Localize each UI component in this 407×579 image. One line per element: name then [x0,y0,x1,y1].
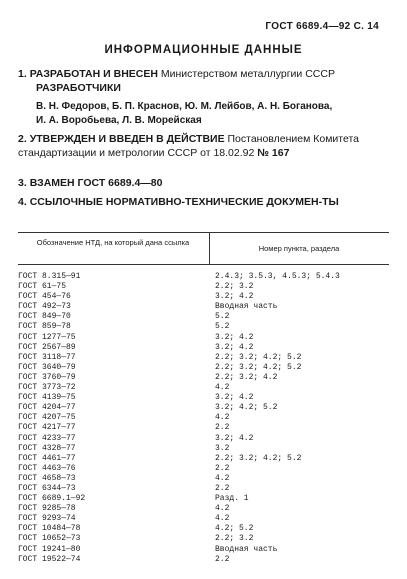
table-row [18,484,390,494]
table-top-rule [18,232,389,233]
clause-numbers: 2.2; 3.2 [215,282,254,292]
clause-numbers: 5.2 [215,312,230,322]
document-designation: ГОСТ 6689.1—92 [18,494,86,504]
document-designation: ГОСТ 19241—80 [18,544,81,554]
document-designation: ГОСТ 4328—77 [18,443,76,453]
table-header-document: Обозначение НТД, на который дана ссылка [36,238,190,247]
clause-numbers: 4.2; 5.2 [215,524,254,534]
reference-table-body [18,272,390,565]
table-row [18,272,390,282]
document-designation: ГОСТ 4233—77 [18,433,76,443]
document-designation: ГОСТ 4204—77 [18,403,76,413]
table-row [18,343,390,353]
table-row [18,514,390,524]
clause-numbers: 4.2 [215,413,230,423]
table-row [18,393,390,403]
clause-numbers: 2.2; 3.2; 4.2 [215,372,278,382]
authors-line-2: И. А. Воробьева, Л. В. Морейская [36,115,202,126]
clause-numbers: 2.4.3; 3.5.3, 4.5.3; 5.4.3 [215,272,340,281]
table-row [18,504,390,514]
section-4-number: 4. [18,196,27,208]
document-designation: ГОСТ 6344—73 [18,483,76,493]
clause-numbers: Вводная часть [215,302,278,312]
table-header-rule [18,264,389,265]
document-designation: ГОСТ 3118—77 [18,352,76,362]
document-designation: ГОСТ 10652—73 [18,534,81,544]
table-row [18,494,390,504]
table-row [18,464,390,474]
table-column-divider [209,232,210,264]
clause-numbers: 3.2; 4.2 [215,292,254,302]
clause-numbers: 2.2 [215,423,230,433]
clause-numbers: 4.2 [215,514,230,524]
clause-numbers: 2.2 [215,483,230,493]
clause-numbers: 2.2; 3.2 [215,534,254,544]
table-row [18,454,390,464]
table-row [18,434,390,444]
table-row [18,423,390,433]
document-designation: ГОСТ 849—70 [18,312,71,322]
section-2-text: Постановлением Комитета стандартизации и метрологии СССР от 18.02.92 [18,133,360,159]
document-title: ИНФОРМАЦИОННЫЕ ДАННЫЕ [104,44,303,56]
table-row [18,353,390,363]
table-row [18,524,390,534]
table-row [18,363,390,373]
clause-numbers: 2.2; 3.2; 4.2; 5.2 [215,453,302,463]
authors-line-1: В. Н. Федоров, Б. П. Краснов, Ю. М. Лейбов, А. Н. Боганова, [36,101,333,112]
section-1 [18,67,390,81]
document-designation: ГОСТ 4207—75 [18,413,76,423]
document-designation: ГОСТ 859—78 [18,322,71,332]
table-row [18,302,390,312]
table-row [18,444,390,454]
clause-numbers: 3.2; 4.2 [215,342,254,352]
section-4 [18,195,378,209]
table-row [18,474,390,484]
section-3-number: 3. [18,177,27,189]
document-designation: ГОСТ 454—76 [18,292,71,302]
table-row [18,292,390,302]
document-designation: ГОСТ 4658—73 [18,473,76,483]
table-row [18,322,390,332]
clause-numbers: 4.2 [215,504,230,514]
table-row [18,373,390,383]
section-2-number-label: № 167 [257,147,290,159]
section-1-number: 1. [18,68,27,80]
clause-numbers: 2.2 [215,554,230,564]
clause-numbers: 5.2 [215,322,230,332]
clause-numbers: 3.2 [215,443,230,453]
document-designation: ГОСТ 3773—72 [18,383,76,393]
document-designation: ГОСТ 4217—77 [18,423,76,433]
document-designation: ГОСТ 9285—78 [18,504,76,514]
document-designation: ГОСТ 2567—89 [18,342,76,352]
document-designation: ГОСТ 3640—79 [18,362,76,372]
section-2-heading: УТВЕРЖДЕН И ВВЕДЕН В ДЕЙСТВИЕ [29,133,225,145]
table-row [18,534,390,544]
document-designation: ГОСТ 492—73 [18,302,71,312]
clause-numbers: 3.2; 4.2 [215,393,254,403]
clause-numbers: 2.2 [215,463,230,473]
clause-numbers: 4.2 [215,473,230,483]
section-4-heading: ССЫЛОЧНЫЕ НОРМАТИВНО-ТЕХНИЧЕСКИЕ ДОКУМЕН-ТЫ [29,196,339,208]
document-designation: ГОСТ 10484—78 [18,524,81,534]
document-designation: ГОСТ 1277—75 [18,332,76,342]
document-designation: ГОСТ 4139—75 [18,393,76,403]
table-row [18,282,390,292]
document-designation: ГОСТ 8.315—91 [18,272,81,281]
page-header: ГОСТ 6689.4—92 С. 14 [265,21,379,32]
clause-numbers: Разд. 1 [215,494,249,504]
document-designation: ГОСТ 3760—79 [18,372,76,382]
table-row [18,312,390,322]
clause-numbers: 3.2; 4.2 [215,433,254,443]
document-designation: ГОСТ 19522—74 [18,554,81,564]
table-row [18,403,390,413]
clause-numbers: Вводная часть [215,544,278,554]
table-row [18,545,390,555]
clause-numbers: 3.2; 4.2; 5.2 [215,403,278,413]
clause-numbers: 3.2; 4.2 [215,332,254,342]
document-designation: ГОСТ 4463—76 [18,463,76,473]
table-row [18,555,390,565]
table-row [18,333,390,343]
clause-numbers: 2.2; 3.2; 4.2; 5.2 [215,352,302,362]
table-header-clause: Номер пункта, раздела [258,244,340,253]
section-1-subheading: РАЗРАБОТЧИКИ [36,82,121,94]
section-1-text: Министерством металлургии СССР [160,68,335,80]
clause-numbers: 2.2; 3.2; 4.2; 5.2 [215,362,302,372]
section-3 [18,176,390,190]
section-1-heading: РАЗРАБОТАН И ВНЕСЕН [29,68,158,80]
table-row [18,413,390,423]
document-designation: ГОСТ 4461—77 [18,453,76,463]
document-designation: ГОСТ 9293—74 [18,514,76,524]
section-2 [18,132,390,160]
table-row [18,383,390,393]
section-3-heading: ВЗАМЕН ГОСТ 6689.4—80 [29,177,163,189]
document-designation: ГОСТ 61—75 [18,282,67,292]
clause-numbers: 4.2 [215,383,230,393]
section-2-number: 2. [18,133,27,145]
